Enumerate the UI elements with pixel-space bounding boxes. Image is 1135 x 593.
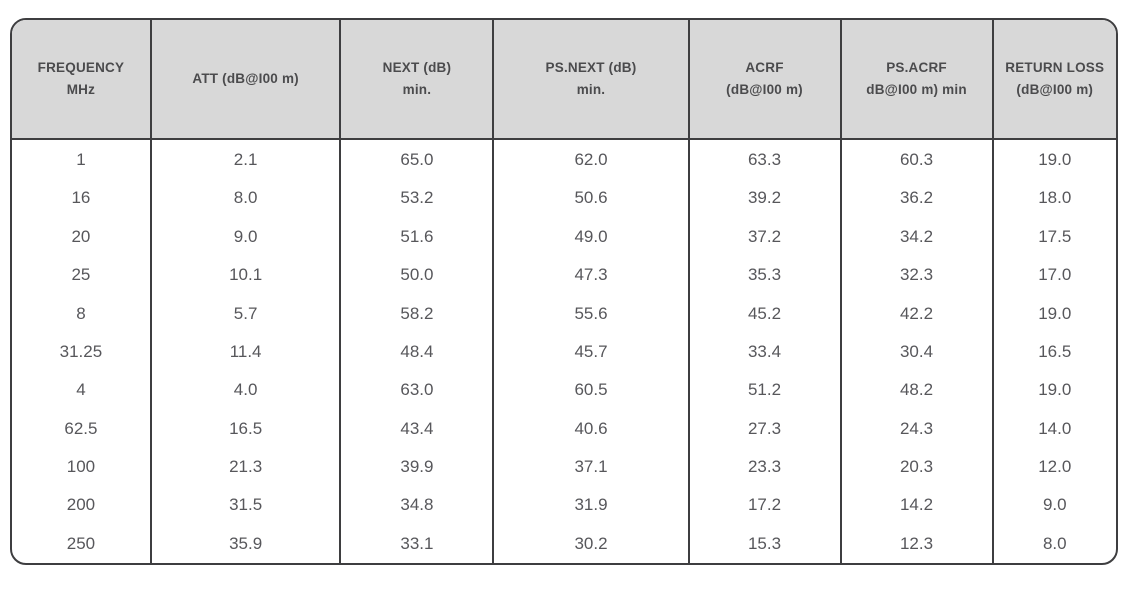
cell-frequency: 31.25: [59, 341, 103, 361]
cell-return-loss: 16.5: [993, 333, 1116, 371]
cell-return-loss: 12.0: [993, 448, 1116, 486]
cell-acrf: 51.2: [689, 371, 841, 409]
cell-return-loss: 18.0: [993, 179, 1116, 217]
cell-next: 58.2: [340, 294, 493, 332]
column-header-line: ACRF: [745, 60, 784, 76]
cell-next: 63.0: [340, 371, 493, 409]
column-header-line: dB@I00 m) min: [866, 82, 967, 97]
cell-return-loss: 8.0: [993, 525, 1116, 563]
cell-next: 65.0: [340, 139, 493, 179]
column-header-ps-next: [493, 20, 688, 139]
cell-ps-next: 37.1: [493, 448, 688, 486]
cell-ps-acrf: 48.2: [841, 371, 993, 409]
cell-att: 35.9: [151, 525, 341, 563]
cell-att: 21.3: [151, 448, 341, 486]
cell-ps-next: 55.6: [493, 294, 688, 332]
table-row: [12, 409, 1116, 447]
cell-acrf: 27.3: [689, 409, 841, 447]
cell-acrf: 23.3: [689, 448, 841, 486]
cell-next: 51.6: [340, 218, 493, 256]
header-row: [12, 20, 1116, 139]
cell-next: 33.1: [340, 525, 493, 563]
cell-return-loss: 9.0: [993, 486, 1116, 524]
cell-next: 39.9: [340, 448, 493, 486]
cell-ps-next: 30.2: [493, 525, 688, 563]
cell-frequency: 250: [66, 533, 96, 553]
column-header-line: RETURN LOSS: [1005, 60, 1105, 76]
column-header-line: (dB@I00 m): [726, 82, 803, 97]
column-header-frequency: [12, 20, 151, 139]
cell-ps-next: 31.9: [493, 486, 688, 524]
cell-att: 10.1: [151, 256, 341, 294]
cell-acrf: 63.3: [689, 139, 841, 179]
cell-next: 50.0: [340, 256, 493, 294]
cell-frequency: 16: [71, 188, 91, 208]
table-row: [12, 218, 1116, 256]
cell-ps-next: 50.6: [493, 179, 688, 217]
cell-return-loss: 17.5: [993, 218, 1116, 256]
column-header-line: NEXT (dB): [382, 60, 452, 76]
column-header-line: min.: [576, 82, 606, 97]
cell-ps-next: 45.7: [493, 333, 688, 371]
cell-ps-next: 40.6: [493, 409, 688, 447]
cell-ps-acrf: 14.2: [841, 486, 993, 524]
column-header-return-loss: [993, 20, 1116, 139]
cell-ps-acrf: 30.4: [841, 333, 993, 371]
table-header: [12, 20, 1116, 139]
cell-ps-acrf: 60.3: [841, 139, 993, 179]
cell-ps-acrf: 36.2: [841, 179, 993, 217]
cell-ps-acrf: 42.2: [841, 294, 993, 332]
cell-frequency: 4: [76, 380, 86, 400]
cell-att: 31.5: [151, 486, 341, 524]
table-row: [12, 179, 1116, 217]
cell-return-loss: 17.0: [993, 256, 1116, 294]
column-header-line: ATT (dB@I00 m): [192, 71, 299, 87]
column-header-line: MHz: [66, 82, 96, 97]
cell-att: 5.7: [151, 294, 341, 332]
cell-acrf: 39.2: [689, 179, 841, 217]
cell-frequency: 200: [66, 495, 96, 515]
column-header-line: PS.ACRF: [886, 60, 947, 76]
cell-frequency: 1: [76, 149, 86, 169]
cell-frequency: 62.5: [64, 418, 98, 438]
cell-frequency: 20: [71, 226, 91, 246]
cell-return-loss: 19.0: [993, 139, 1116, 179]
cell-next: 43.4: [340, 409, 493, 447]
table-row: [12, 371, 1116, 409]
cell-acrf: 33.4: [689, 333, 841, 371]
table-row: [12, 256, 1116, 294]
cell-acrf: 17.2: [689, 486, 841, 524]
column-header-next: [340, 20, 493, 139]
cell-ps-acrf: 12.3: [841, 525, 993, 563]
cell-att: 2.1: [151, 139, 341, 179]
cell-next: 34.8: [340, 486, 493, 524]
cell-ps-acrf: 34.2: [841, 218, 993, 256]
table-row: [12, 448, 1116, 486]
cell-att: 16.5: [151, 409, 341, 447]
cell-att: 9.0: [151, 218, 341, 256]
cell-att: 8.0: [151, 179, 341, 217]
column-header-acrf: [689, 20, 841, 139]
cell-att: 4.0: [151, 371, 341, 409]
column-header-ps-acrf: [841, 20, 993, 139]
table-row: [12, 525, 1116, 563]
column-header-att: [151, 20, 341, 139]
cell-frequency: 25: [71, 265, 91, 285]
cell-next: 48.4: [340, 333, 493, 371]
cell-frequency: 8: [76, 303, 86, 323]
cell-ps-acrf: 24.3: [841, 409, 993, 447]
cell-return-loss: 14.0: [993, 409, 1116, 447]
table-row: [12, 486, 1116, 524]
table-row: [12, 333, 1116, 371]
cell-acrf: 35.3: [689, 256, 841, 294]
cell-acrf: 37.2: [689, 218, 841, 256]
cell-ps-next: 47.3: [493, 256, 688, 294]
specification-table: [10, 18, 1118, 565]
table-body: [12, 139, 1116, 563]
cell-ps-next: 60.5: [493, 371, 688, 409]
cell-ps-next: 49.0: [493, 218, 688, 256]
cell-frequency: 100: [66, 456, 96, 476]
cell-acrf: 15.3: [689, 525, 841, 563]
cell-return-loss: 19.0: [993, 294, 1116, 332]
column-header-line: PS.NEXT (dB): [545, 60, 637, 76]
cell-ps-next: 62.0: [493, 139, 688, 179]
cell-att: 11.4: [151, 333, 341, 371]
spec-table: [12, 20, 1116, 563]
table-row: [12, 294, 1116, 332]
column-header-line: (dB@I00 m): [1016, 82, 1094, 97]
cell-ps-acrf: 32.3: [841, 256, 993, 294]
column-header-line: FREQUENCY: [37, 60, 125, 76]
table-row: [12, 139, 1116, 179]
column-header-line: min.: [402, 82, 432, 97]
cell-acrf: 45.2: [689, 294, 841, 332]
cell-ps-acrf: 20.3: [841, 448, 993, 486]
cell-return-loss: 19.0: [993, 371, 1116, 409]
cell-next: 53.2: [340, 179, 493, 217]
